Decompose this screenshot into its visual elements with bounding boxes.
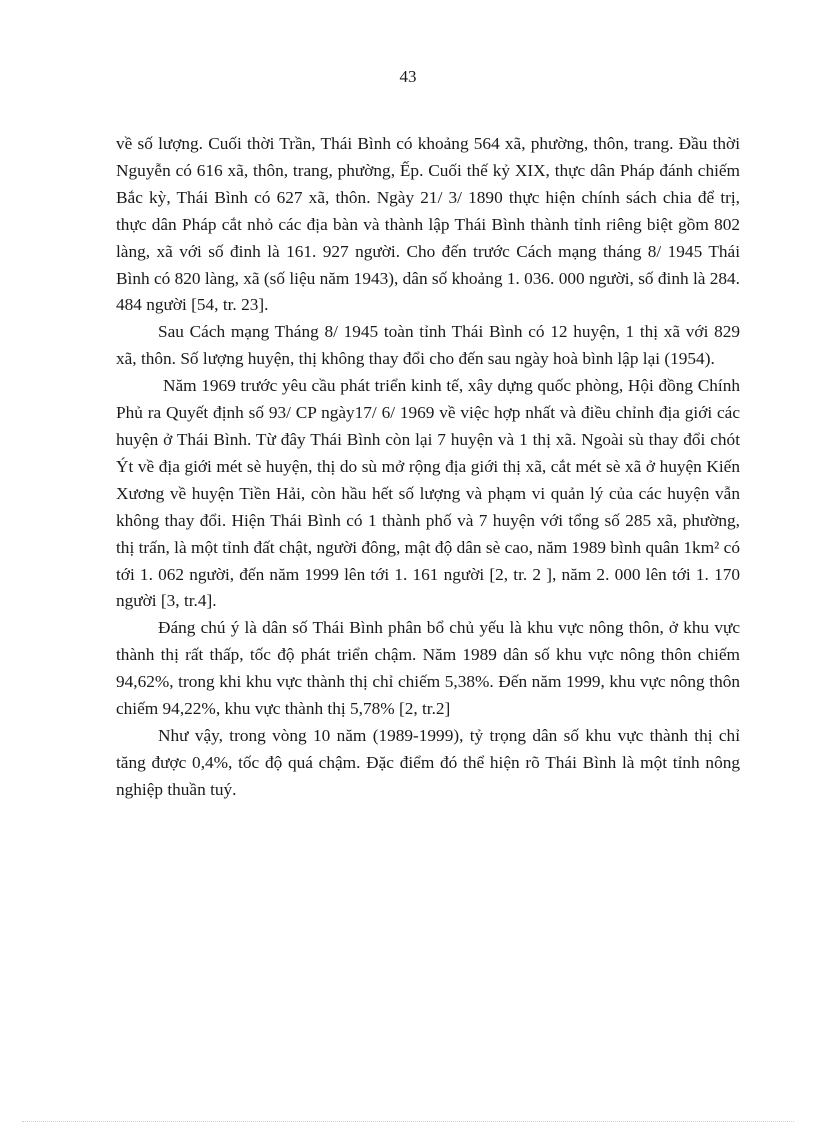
paragraph-administrative-history: về số lượng. Cuối thời Trần, Thái Bình có khoảng 564 xã, phường, thôn, trang. Đầu thời Nguyễn có 616 xã, thôn, trang, phường, Ếp. Cuối thế kỷ XIX, thực dân Pháp đánh chiếm Bắc kỳ, Thái Bình có 627 xã, thôn. Ngày 21/ 3/ 1890 thực hiện chính sách chia để trị, thực dân Pháp cắt nhỏ các địa bàn và thành lập Thái Bình thành tỉnh riêng biệt gồm 802 làng, xã với số đinh là 161. 927 người. Cho đến trước Cách mạng tháng 8/ 1945 Thái Bình có 820 làng, xã (số liệu năm 1943), dân số khoảng 1. 036. 000 người, số đinh là 284. 484 người [54, tr. 23].: [116, 134, 740, 315]
paragraph-conclusion: Như vậy, trong vòng 10 năm (1989-1999), tỷ trọng dân số khu vực thành thị chỉ tăng được 0,4%, tốc độ quá chậm. Đặc điểm đó thể hiện rõ Thái Bình là một tỉnh nông nghiệp thuần tuý.: [116, 725, 740, 799]
page-bottom-divider: [22, 1121, 794, 1122]
paragraph-district-merger-1969: Năm 1969 trước yêu cầu phát triển kinh tế, xây dựng quốc phòng, Hội đồng Chính Phủ ra Quyết định số 93/ CP ngày17/ 6/ 1969 về việc hợp nhất và điều chỉnh địa giới các huyện ở Thái Bình. Từ đây Thái Bình còn lại 7 huyện và 1 thị xã. Ngoài sù thay đổi chót Ýt về địa giới mét sè huyện, thị do sù mở rộng địa giới thị xã, cắt mét sè xã ở huyện Kiến Xương về huyện Tiền Hải, còn hầu hết số lượng và phạm vi quản lý của các huyện vẫn không thay đổi. Hiện Thái Bình có 1 thành phố và 7 huyện với tổng số 285 xã, phường, thị trấn, là một tỉnh đất chật, người đông, mật độ dân sè cao, năm 1989 bình quân 1km² có tới 1. 062 người, đến năm 1999 lên tới 1. 161 người [2, tr. 2 ], năm 2. 000 lên tới 1. 170 người [3, tr.4].: [116, 376, 740, 611]
body-text: [116, 131, 740, 804]
paragraph-after-revolution: Sau Cách mạng Tháng 8/ 1945 toàn tỉnh Thái Bình có 12 huyện, 1 thị xã với 829 xã, thôn. Số lượng huyện, thị không thay đổi cho đến sau ngày hoà bình lập lại (1954).: [116, 322, 740, 369]
page-number: 43: [399, 67, 417, 86]
paragraph-population-distribution: Đáng chú ý là dân số Thái Bình phân bổ chủ yếu là khu vực nông thôn, ở khu vực thành thị rất thấp, tốc độ phát triển chậm. Năm 1989 dân số khu vực nông thôn chiếm 94,62%, trong khi khu vực thành thị chỉ chiếm 5,38%. Đến năm 1999, khu vực nông thôn chiếm 94,22%, khu vực thành thị 5,78% [2, tr.2]: [116, 618, 740, 719]
